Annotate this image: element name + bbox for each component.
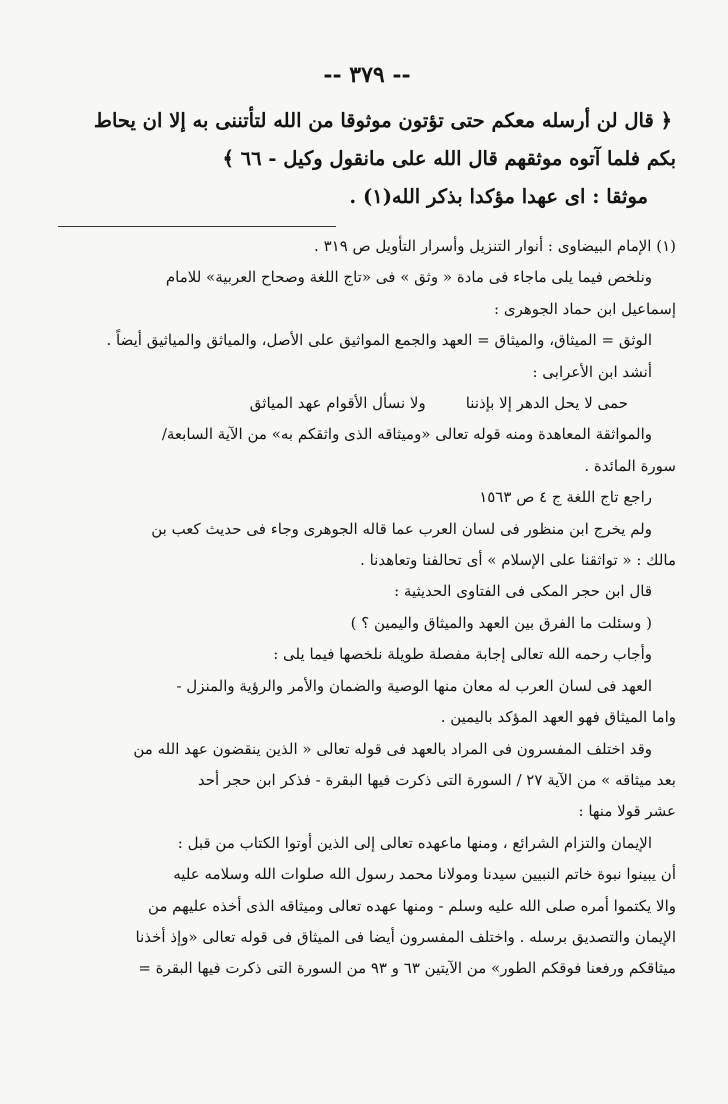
quran-verse-line-2: بكم فلما آتوه موثقهم قال الله على مانقول وكيل - ٦٦ ﴾ [222, 147, 676, 170]
footnote-line: إسماعيل ابن حماد الجوهرى : [494, 299, 676, 318]
footnote-line: الإيمان والتصديق برسله . واختلف المفسرون أيضا فى الميثاق فى قوله تعالى «وإذ أخذنا [135, 927, 676, 946]
poetry-hemistich-2: ولا نسأل الأقوام عهد المياثق [249, 394, 426, 413]
footnote-line: ولم يخرج ابن منظور فى لسان العرب عما قاله الجوهرى وجاء فى حديث كعب بن [151, 519, 652, 538]
footnote-line: ( وسئلت ما الفرق بين العهد والميثاق واليمين ؟ ) [350, 613, 652, 632]
footnote-line: بعد ميثاقه » من الآية ٢٧ / السورة التى ذكرت فيها البقرة - فذكر ابن حجر أحد [197, 770, 676, 789]
footnote-line: والمواثقة المعاهدة ومنه قوله تعالى «وميثاقه الذى واثقكم به» من الآية السابعة/ [161, 425, 652, 444]
footnote-line: عشر قولا منها : [578, 802, 676, 821]
footnote-line: أنشد ابن الأعرابى : [532, 362, 652, 381]
footnote-line: وأجاب رحمه الله تعالى إجابة مفصلة طويلة نلخصها فيما يلى : [273, 645, 652, 664]
footnote-line: أن يبينوا نبوة خاتم النبيين سيدنا ومولانا محمد رسول الله صلوات الله وسلامه عليه [173, 865, 676, 884]
page-number: -- ٣٧٩ -- [323, 62, 411, 88]
footnote-line: الوثق = الميثاق، والميثاق = العهد والجمع المواثيق على الأصل، والمياثق والمياثيق أيضاً . [106, 331, 652, 350]
footnote-line: سورة المائدة . [584, 456, 676, 475]
footnote-line: الإيمان والتزام الشرائع ، ومنها ماعهده تعالى إلى الذين أوتوا الكتاب من قبل : [177, 833, 652, 852]
footnote-line: (١) الإمام البيضاوى : أنوار التنزيل وأسرار التأويل ص ٣١٩ . [314, 237, 676, 255]
poetry-hemistich-1: حمى لا يحل الدهر إلا بإذننا [465, 394, 628, 413]
footnote-divider [58, 226, 336, 227]
footnote-line: ونلخص فيما يلى ماجاء فى مادة « وثق » فى «تاج اللغة وصحاح العربية» للامام [165, 268, 652, 287]
footnote-line: وقد اختلف المفسرون فى المراد بالعهد فى قوله تعالى « الذين ينقضون عهد الله من [133, 739, 652, 758]
footnote-line: واما الميثاق فهو العهد المؤكد باليمين . [440, 708, 676, 727]
footnote-line: العهد فى لسان العرب له معان منها الوصية والضمان والأمر والرؤية والمنزل - [176, 676, 652, 695]
footnote-line: راجع تاج اللغة ج ٤ ص ١٥٦٣ [479, 488, 652, 507]
footnote-line: قال ابن حجر المكى فى الفتاوى الحديثية : [394, 582, 652, 601]
verse-gloss: موثقا : اى عهدا مؤكدا بذكر الله(١) . [349, 185, 648, 208]
quran-verse-line-1: ﴿ قال لن أرسله معكم حتى تؤتون موثوقا من الله لتأتننى به إلا ان يحاط [93, 109, 672, 132]
footnote-line: والا يكتموا أمره صلى الله عليه وسلم - ومنها عهده تعالى وميثاقه الذى أخذه عليهم من [147, 896, 676, 915]
footnote-line: مالك : « تواثقنا على الإسلام » أى تحالفنا وتعاهدنا . [360, 551, 676, 570]
footnote-line: ميثاقكم ورفعنا فوقكم الطور» من الآيتين ٦٣ و ٩٣ من السورة التى ذكرت فيها البقرة = [138, 959, 676, 978]
poetry-verse [58, 388, 676, 419]
